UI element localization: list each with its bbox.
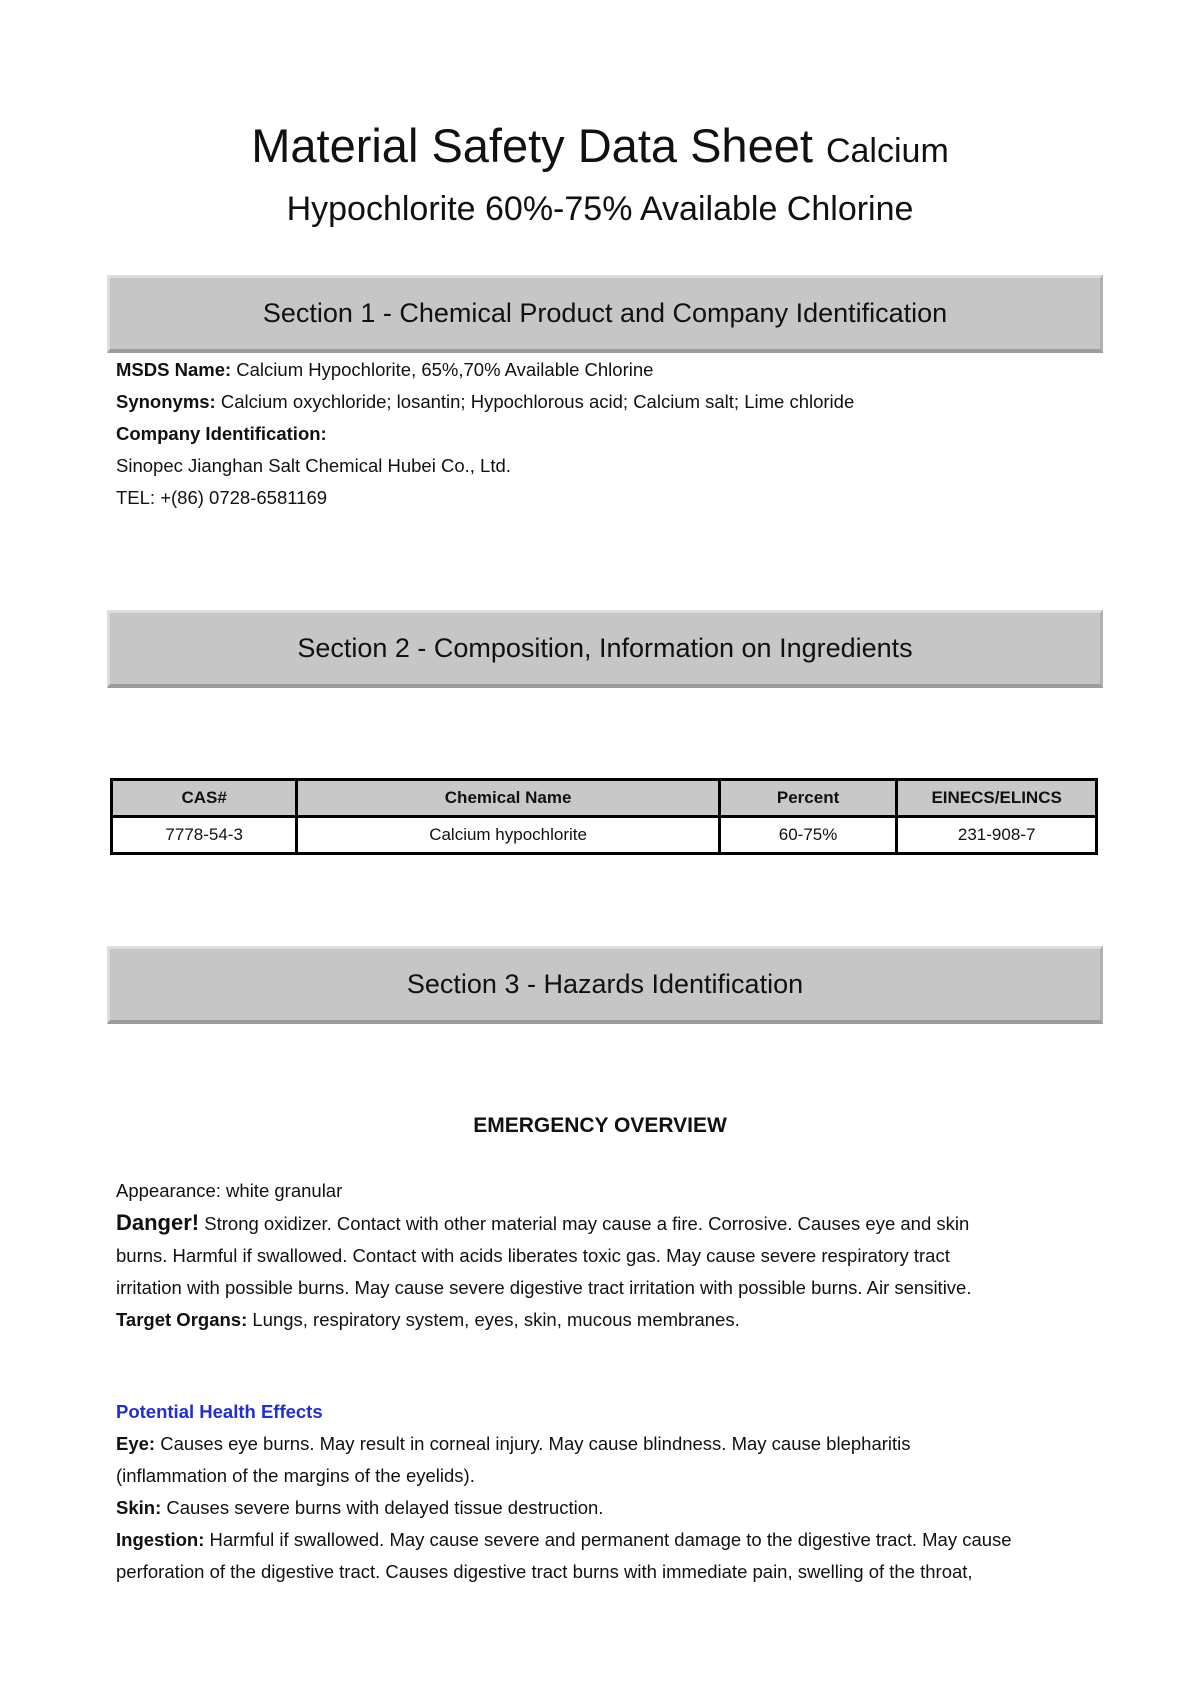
danger-word: Danger! (116, 1210, 200, 1235)
skin-label: Skin: (116, 1497, 162, 1518)
column-header-einecs: EINECS/ELINCS (897, 780, 1097, 817)
title-small: Calcium (825, 132, 949, 170)
company-identification-label: Company Identification: (116, 423, 327, 444)
skin-line (116, 1492, 1106, 1524)
emergency-overview-title: EMERGENCY OVERVIEW (473, 1114, 727, 1137)
eye-line-2: (inflammation of the margins of the eyelids). (116, 1465, 475, 1486)
synonyms-value: Calcium oxychloride; losantin; Hypochlorous acid; Calcium salt; Lime chloride (215, 391, 855, 412)
synonyms-line (116, 386, 1106, 418)
ingestion-line (116, 1524, 1106, 1556)
target-organs-label: Target Organs: (116, 1309, 248, 1330)
eye-label: Eye: (116, 1433, 156, 1454)
msds-name-label: MSDS Name: (116, 359, 232, 380)
section3-heading: Section 3 - Hazards Identification (107, 946, 1103, 1024)
synonyms-label: Synonyms: (116, 391, 216, 412)
column-header-percent: Percent (719, 780, 896, 817)
section1-body (116, 354, 1106, 514)
appearance-line: Appearance: white granular (116, 1180, 343, 1201)
section2-heading: Section 2 - Composition, Information on Ingredients (107, 610, 1103, 688)
target-organs-value: Lungs, respiratory system, eyes, skin, mucous membranes. (247, 1309, 740, 1330)
document-title (0, 118, 1200, 179)
title-main: Material Safety Data Sheet (251, 119, 813, 172)
danger-line-2: burns. Harmful if swallowed. Contact with acids liberates toxic gas. May cause severe respiratory tract (116, 1245, 950, 1266)
ingestion-line-2: perforation of the digestive tract. Causes digestive tract burns with immediate pain, swelling of the throat, (116, 1561, 973, 1582)
cell-cas: 7778-54-3 (112, 817, 297, 854)
document-title-line2: Hypochlorite 60%-75% Available Chlorine (286, 190, 914, 228)
target-organs-line (116, 1304, 1106, 1336)
cell-einecs: 231-908-7 (897, 817, 1097, 854)
column-header-cas: CAS# (112, 780, 297, 817)
eye-line (116, 1428, 1106, 1460)
cell-chemical-name: Calcium hypochlorite (297, 817, 719, 854)
column-header-chemical-name: Chemical Name (297, 780, 719, 817)
composition-table (110, 778, 1098, 855)
company-tel: TEL: +(86) 0728-6581169 (116, 487, 328, 508)
ingestion-value: Harmful if swallowed. May cause severe and permanent damage to the digestive tract. May cause (204, 1529, 1012, 1550)
health-effects-body (116, 1396, 1106, 1588)
eye-value: Causes eye burns. May result in corneal injury. May cause blindness. May cause blepharitis (155, 1433, 911, 1454)
potential-health-effects-heading: Potential Health Effects (116, 1401, 323, 1422)
company-name: Sinopec Jianghan Salt Chemical Hubei Co., Ltd. (116, 455, 511, 476)
section3-overview-body (116, 1175, 1106, 1336)
msds-name-line (116, 354, 1106, 386)
danger-line-3: irritation with possible burns. May cause severe digestive tract irritation with possible burns. Air sensitive. (116, 1277, 972, 1298)
danger-text: Strong oxidizer. Contact with other material may cause a fire. Corrosive. Causes eye and skin (199, 1213, 970, 1234)
ingestion-label: Ingestion: (116, 1529, 205, 1550)
cell-percent: 60-75% (719, 817, 896, 854)
section1-heading: Section 1 - Chemical Product and Company Identification (107, 275, 1103, 353)
table-row (112, 817, 1097, 854)
table-header-row (112, 780, 1097, 817)
skin-value: Causes severe burns with delayed tissue destruction. (161, 1497, 604, 1518)
danger-line (116, 1207, 1106, 1240)
msds-name-value: Calcium Hypochlorite, 65%,70% Available Chlorine (231, 359, 654, 380)
